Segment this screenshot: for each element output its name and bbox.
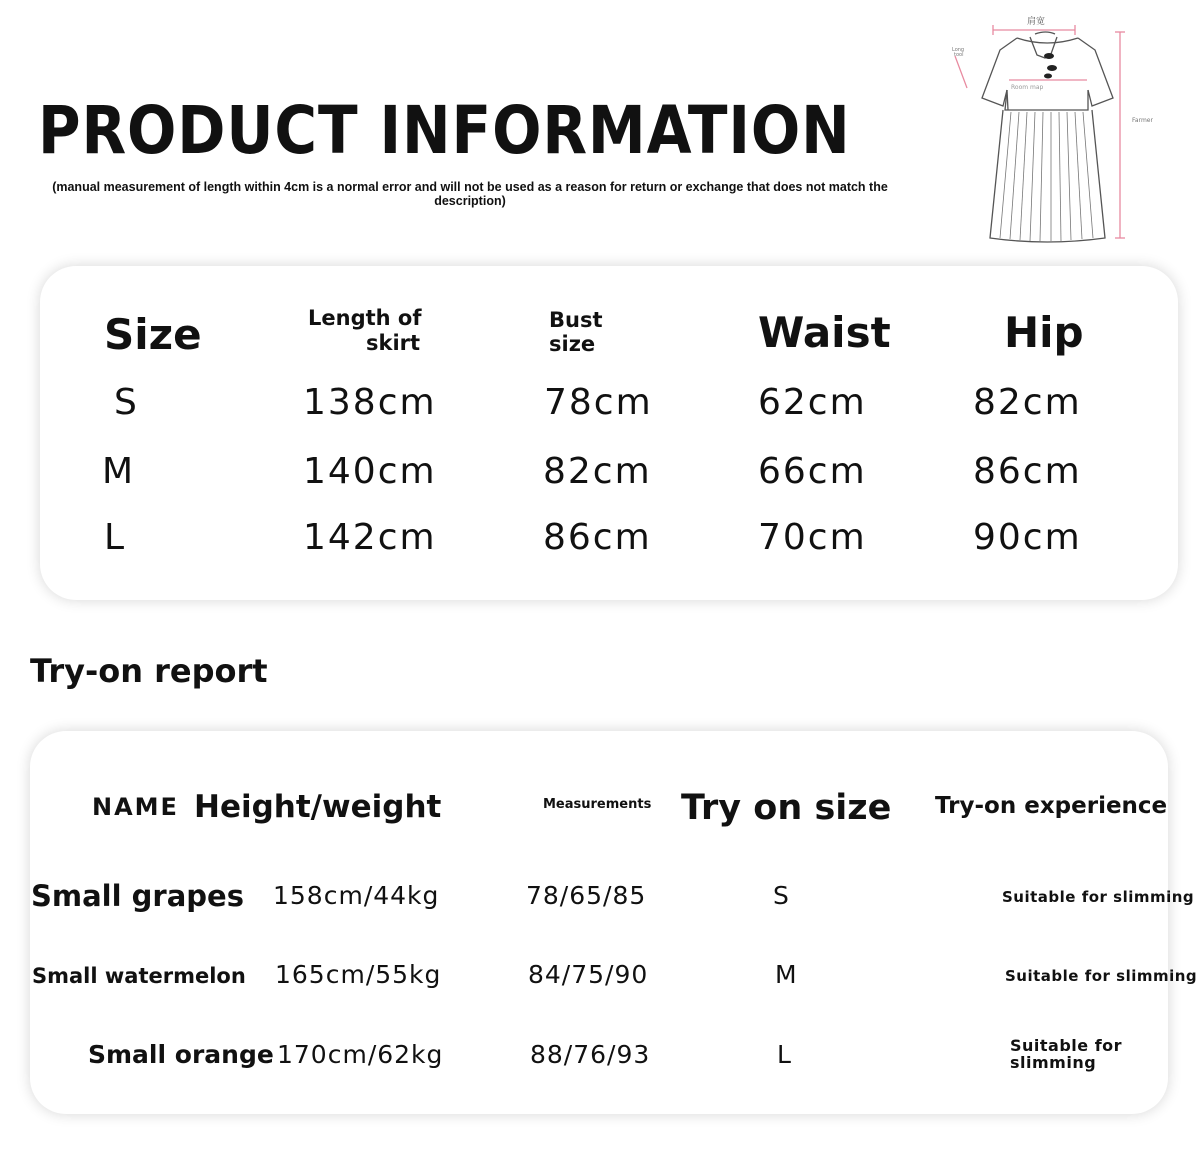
cell-bust: 86cm — [543, 517, 652, 558]
tester-experience-line1: Suitable for — [1010, 1036, 1123, 1055]
diagram-label-left-2: tool — [954, 52, 964, 58]
diagram-label-top: 肩宽 — [1027, 17, 1046, 27]
tester-measurements: 84/75/90 — [528, 960, 649, 989]
diagram-label-left-1: Long — [952, 47, 965, 53]
cell-size: M — [102, 451, 136, 492]
header-hip: Hip — [1004, 308, 1084, 357]
header-experience: Try-on experience — [935, 793, 1168, 819]
header-waist: Waist — [758, 308, 891, 357]
cell-bust: 82cm — [543, 451, 652, 492]
tester-experience-line2: slimming — [1010, 1053, 1097, 1072]
try-on-table — [30, 731, 1198, 1114]
cell-waist: 70cm — [758, 517, 867, 558]
tester-name: Small grapes — [31, 879, 244, 913]
tester-height-weight: 158cm/44kg — [273, 881, 440, 910]
header-bust-line2: size — [549, 332, 596, 356]
tester-size: L — [777, 1040, 792, 1069]
page-title: PRODUCT INFORMATION — [38, 92, 851, 169]
header-measurements: Measurements — [543, 797, 652, 812]
tester-name: Small watermelon — [32, 964, 246, 988]
header-size: Size — [104, 310, 202, 359]
tester-measurements: 78/65/85 — [526, 881, 647, 910]
cell-size: S — [114, 382, 139, 423]
tester-measurements: 88/76/93 — [530, 1040, 651, 1069]
cell-length: 142cm — [303, 517, 437, 558]
header-try-on-size: Try on size — [681, 788, 892, 828]
cell-hip: 82cm — [973, 382, 1082, 423]
tester-name: Small orange — [88, 1040, 274, 1069]
tester-height-weight: 170cm/62kg — [277, 1040, 444, 1069]
tester-experience: Suitable for slimming — [1005, 967, 1198, 985]
dress-outline-icon — [945, 10, 1165, 245]
header-height-weight: Height/weight — [194, 789, 442, 825]
tester-size: M — [775, 960, 798, 989]
header-length-line2: skirt — [366, 331, 421, 355]
diagram-label-right: Farmer — [1132, 117, 1153, 124]
cell-length: 140cm — [303, 451, 437, 492]
tester-height-weight: 165cm/55kg — [275, 960, 442, 989]
tester-experience: Suitable for slimming — [1002, 888, 1195, 906]
cell-waist: 66cm — [758, 451, 867, 492]
cell-hip: 90cm — [973, 517, 1082, 558]
cell-bust: 78cm — [544, 382, 653, 423]
header-name: NAME — [92, 793, 179, 821]
cell-waist: 62cm — [758, 382, 867, 423]
size-table — [40, 266, 1178, 600]
header-length-line1: Length of — [308, 306, 422, 330]
cell-hip: 86cm — [973, 451, 1082, 492]
header-bust-line1: Bust — [549, 308, 603, 332]
tester-size: S — [773, 881, 790, 910]
diagram-label-center: Room map — [1011, 84, 1044, 91]
cell-size: L — [104, 517, 127, 558]
dress-diagram — [945, 10, 1165, 245]
measurement-note: (manual measurement of length within 4cm is a normal error and will not be used as a reason for return or exchange that does not match the description) — [52, 180, 888, 208]
section-title: Try-on report — [30, 652, 268, 690]
cell-length: 138cm — [303, 382, 437, 423]
